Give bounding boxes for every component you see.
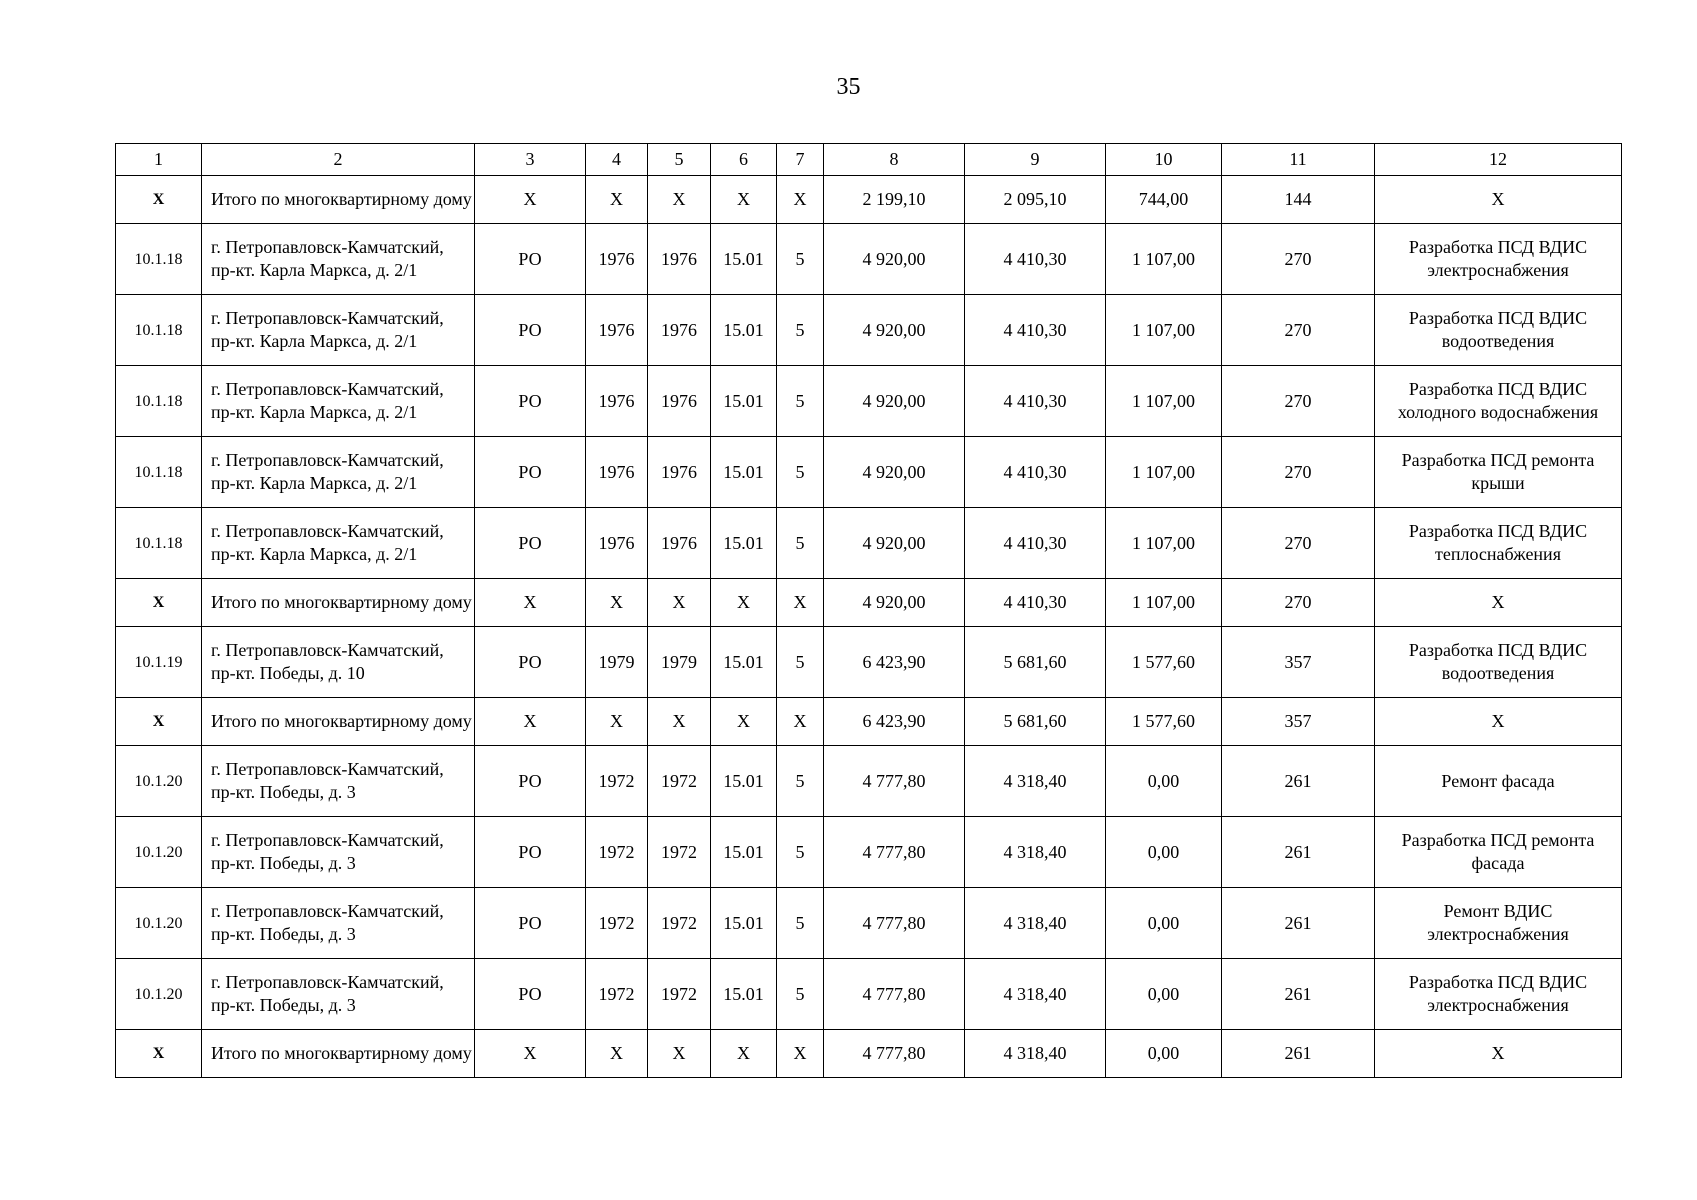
residential-area-cell: 2 095,10 [965, 176, 1106, 224]
table-row [116, 627, 1622, 698]
works-type-cell: X [1375, 698, 1622, 746]
residents-count-cell: 144 [1222, 176, 1375, 224]
ownership-method-cell: РО [475, 959, 586, 1030]
residents-count-cell: 357 [1222, 698, 1375, 746]
address-cell: г. Петропавловск-Камчатский, пр-кт. Победы, д. 3 [202, 888, 475, 959]
ownership-method-cell: РО [475, 224, 586, 295]
floors-cell: 5 [777, 224, 824, 295]
commissioning-year-cell: 1976 [586, 366, 648, 437]
row-code-cell: 10.1.18 [116, 366, 202, 437]
wall-material-code-cell: 15.01 [711, 746, 777, 817]
residents-count-cell: 270 [1222, 579, 1375, 627]
wall-material-code-cell: X [711, 698, 777, 746]
column-number-header: 1 [116, 144, 202, 176]
residents-count-cell: 261 [1222, 888, 1375, 959]
table-row [116, 959, 1622, 1030]
overhaul-year-cell: X [648, 698, 711, 746]
wall-material-code-cell: 15.01 [711, 295, 777, 366]
page-number: 35 [836, 74, 861, 100]
residential-area-cell: 4 410,30 [965, 508, 1106, 579]
wall-material-code-cell: 15.01 [711, 508, 777, 579]
wall-material-code-cell: 15.01 [711, 817, 777, 888]
residents-count-cell: 270 [1222, 295, 1375, 366]
row-code-cell: 10.1.20 [116, 888, 202, 959]
wall-material-code-cell: 15.01 [711, 366, 777, 437]
overhaul-year-cell: X [648, 579, 711, 627]
address-cell: Итого по многоквартирному дому [202, 698, 475, 746]
works-type-cell: Разработка ПСД ВДИС водоотведения [1375, 627, 1622, 698]
residential-area-cell: 4 318,40 [965, 746, 1106, 817]
works-type-cell: X [1375, 1030, 1622, 1078]
ownership-method-cell: РО [475, 508, 586, 579]
nonresidential-area-cell: 1 107,00 [1106, 508, 1222, 579]
address-cell: г. Петропавловск-Камчатский, пр-кт. Карла Маркса, д. 2/1 [202, 295, 475, 366]
overhaul-year-cell: 1976 [648, 508, 711, 579]
floors-cell: 5 [777, 817, 824, 888]
residents-count-cell: 357 [1222, 627, 1375, 698]
ownership-method-cell: РО [475, 746, 586, 817]
residential-area-cell: 4 318,40 [965, 1030, 1106, 1078]
nonresidential-area-cell: 1 107,00 [1106, 224, 1222, 295]
column-number-header: 9 [965, 144, 1106, 176]
floors-cell: 5 [777, 295, 824, 366]
residents-count-cell: 270 [1222, 508, 1375, 579]
overhaul-year-cell: 1976 [648, 224, 711, 295]
table-header-row [116, 144, 1622, 176]
residential-area-cell: 5 681,60 [965, 627, 1106, 698]
residents-count-cell: 261 [1222, 746, 1375, 817]
works-type-cell: Разработка ПСД ВДИС электроснабжения [1375, 959, 1622, 1030]
row-code-cell: 10.1.20 [116, 959, 202, 1030]
table-row [116, 437, 1622, 508]
row-code-cell: 10.1.20 [116, 746, 202, 817]
overhaul-year-cell: 1979 [648, 627, 711, 698]
floors-cell: 5 [777, 508, 824, 579]
address-cell: Итого по многоквартирному дому [202, 579, 475, 627]
nonresidential-area-cell: 1 107,00 [1106, 579, 1222, 627]
floors-cell: 5 [777, 366, 824, 437]
column-number-header: 10 [1106, 144, 1222, 176]
wall-material-code-cell: 15.01 [711, 959, 777, 1030]
residents-count-cell: 270 [1222, 366, 1375, 437]
commissioning-year-cell: 1976 [586, 437, 648, 508]
works-type-cell: Разработка ПСД ВДИС электроснабжения [1375, 224, 1622, 295]
floors-cell: X [777, 579, 824, 627]
overhaul-year-cell: 1972 [648, 746, 711, 817]
total-area-cell: 6 423,90 [824, 698, 965, 746]
nonresidential-area-cell: 1 107,00 [1106, 295, 1222, 366]
floors-cell: X [777, 1030, 824, 1078]
works-type-cell: Разработка ПСД ремонта фасада [1375, 817, 1622, 888]
ownership-method-cell: РО [475, 295, 586, 366]
total-area-cell: 4 777,80 [824, 746, 965, 817]
address-cell: г. Петропавловск-Камчатский, пр-кт. Победы, д. 3 [202, 959, 475, 1030]
commissioning-year-cell: 1976 [586, 224, 648, 295]
works-type-cell: Ремонт ВДИС электроснабжения [1375, 888, 1622, 959]
row-code-cell: X [116, 698, 202, 746]
ownership-method-cell: X [475, 176, 586, 224]
table-row [116, 508, 1622, 579]
total-area-cell: 6 423,90 [824, 627, 965, 698]
address-cell: г. Петропавловск-Камчатский, пр-кт. Карла Маркса, д. 2/1 [202, 508, 475, 579]
floors-cell: 5 [777, 959, 824, 1030]
overhaul-year-cell: X [648, 1030, 711, 1078]
column-number-header: 2 [202, 144, 475, 176]
address-cell: Итого по многоквартирному дому [202, 176, 475, 224]
works-type-cell: Разработка ПСД ремонта крыши [1375, 437, 1622, 508]
address-cell: г. Петропавловск-Камчатский, пр-кт. Карла Маркса, д. 2/1 [202, 224, 475, 295]
works-type-cell: Ремонт фасада [1375, 746, 1622, 817]
residents-count-cell: 261 [1222, 959, 1375, 1030]
overhaul-year-cell: X [648, 176, 711, 224]
floors-cell: 5 [777, 746, 824, 817]
row-code-cell: 10.1.19 [116, 627, 202, 698]
commissioning-year-cell: 1972 [586, 817, 648, 888]
works-type-cell: X [1375, 579, 1622, 627]
row-code-cell: 10.1.18 [116, 295, 202, 366]
commissioning-year-cell: 1972 [586, 959, 648, 1030]
address-cell: Итого по многоквартирному дому [202, 1030, 475, 1078]
address-cell: г. Петропавловск-Камчатский, пр-кт. Победы, д. 3 [202, 817, 475, 888]
column-number-header: 6 [711, 144, 777, 176]
column-number-header: 5 [648, 144, 711, 176]
nonresidential-area-cell: 0,00 [1106, 746, 1222, 817]
works-type-cell: X [1375, 176, 1622, 224]
table-row [116, 746, 1622, 817]
total-row [116, 698, 1622, 746]
total-row [116, 579, 1622, 627]
ownership-method-cell: РО [475, 817, 586, 888]
residential-area-cell: 4 410,30 [965, 295, 1106, 366]
total-area-cell: 4 777,80 [824, 959, 965, 1030]
ownership-method-cell: РО [475, 888, 586, 959]
residential-area-cell: 4 318,40 [965, 888, 1106, 959]
residential-area-cell: 4 410,30 [965, 224, 1106, 295]
nonresidential-area-cell: 0,00 [1106, 888, 1222, 959]
total-area-cell: 4 777,80 [824, 1030, 965, 1078]
ownership-method-cell: X [475, 1030, 586, 1078]
nonresidential-area-cell: 1 107,00 [1106, 437, 1222, 508]
overhaul-year-cell: 1972 [648, 959, 711, 1030]
table-row [116, 817, 1622, 888]
floors-cell: X [777, 176, 824, 224]
residential-area-cell: 4 318,40 [965, 817, 1106, 888]
commissioning-year-cell: X [586, 579, 648, 627]
works-type-cell: Разработка ПСД ВДИС водоотведения [1375, 295, 1622, 366]
commissioning-year-cell: X [586, 1030, 648, 1078]
address-cell: г. Петропавловск-Камчатский, пр-кт. Победы, д. 10 [202, 627, 475, 698]
total-row [116, 1030, 1622, 1078]
column-number-header: 8 [824, 144, 965, 176]
residents-count-cell: 270 [1222, 437, 1375, 508]
floors-cell: 5 [777, 888, 824, 959]
wall-material-code-cell: 15.01 [711, 627, 777, 698]
commissioning-year-cell: 1976 [586, 295, 648, 366]
column-number-header: 4 [586, 144, 648, 176]
residential-area-cell: 4 410,30 [965, 366, 1106, 437]
total-area-cell: 4 777,80 [824, 888, 965, 959]
residential-area-cell: 4 410,30 [965, 437, 1106, 508]
nonresidential-area-cell: 1 577,60 [1106, 627, 1222, 698]
row-code-cell: X [116, 579, 202, 627]
row-code-cell: 10.1.18 [116, 508, 202, 579]
row-code-cell: X [116, 1030, 202, 1078]
residential-area-cell: 4 410,30 [965, 579, 1106, 627]
address-cell: г. Петропавловск-Камчатский, пр-кт. Карла Маркса, д. 2/1 [202, 437, 475, 508]
nonresidential-area-cell: 0,00 [1106, 959, 1222, 1030]
row-code-cell: 10.1.20 [116, 817, 202, 888]
table-row [116, 224, 1622, 295]
wall-material-code-cell: 15.01 [711, 437, 777, 508]
commissioning-year-cell: 1976 [586, 508, 648, 579]
column-number-header: 7 [777, 144, 824, 176]
table-row [116, 366, 1622, 437]
commissioning-year-cell: 1979 [586, 627, 648, 698]
total-area-cell: 4 777,80 [824, 817, 965, 888]
residential-area-cell: 5 681,60 [965, 698, 1106, 746]
nonresidential-area-cell: 1 107,00 [1106, 366, 1222, 437]
total-area-cell: 4 920,00 [824, 437, 965, 508]
total-area-cell: 4 920,00 [824, 579, 965, 627]
overhaul-year-cell: 1976 [648, 366, 711, 437]
residents-count-cell: 270 [1222, 224, 1375, 295]
row-code-cell: 10.1.18 [116, 437, 202, 508]
residential-area-cell: 4 318,40 [965, 959, 1106, 1030]
table-row [116, 888, 1622, 959]
overhaul-year-cell: 1972 [648, 817, 711, 888]
ownership-method-cell: РО [475, 437, 586, 508]
capital-repair-table [115, 143, 1622, 1078]
floors-cell: 5 [777, 437, 824, 508]
wall-material-code-cell: X [711, 1030, 777, 1078]
column-number-header: 11 [1222, 144, 1375, 176]
floors-cell: X [777, 698, 824, 746]
total-area-cell: 4 920,00 [824, 295, 965, 366]
ownership-method-cell: X [475, 698, 586, 746]
wall-material-code-cell: 15.01 [711, 224, 777, 295]
wall-material-code-cell: X [711, 579, 777, 627]
commissioning-year-cell: X [586, 698, 648, 746]
total-row [116, 176, 1622, 224]
nonresidential-area-cell: 0,00 [1106, 1030, 1222, 1078]
works-type-cell: Разработка ПСД ВДИС теплоснабжения [1375, 508, 1622, 579]
ownership-method-cell: X [475, 579, 586, 627]
row-code-cell: 10.1.18 [116, 224, 202, 295]
total-area-cell: 2 199,10 [824, 176, 965, 224]
row-code-cell: X [116, 176, 202, 224]
ownership-method-cell: РО [475, 366, 586, 437]
total-area-cell: 4 920,00 [824, 366, 965, 437]
wall-material-code-cell: X [711, 176, 777, 224]
nonresidential-area-cell: 0,00 [1106, 817, 1222, 888]
total-area-cell: 4 920,00 [824, 508, 965, 579]
column-number-header: 3 [475, 144, 586, 176]
nonresidential-area-cell: 1 577,60 [1106, 698, 1222, 746]
overhaul-year-cell: 1972 [648, 888, 711, 959]
works-type-cell: Разработка ПСД ВДИС холодного водоснабжения [1375, 366, 1622, 437]
table-row [116, 295, 1622, 366]
ownership-method-cell: РО [475, 627, 586, 698]
residents-count-cell: 261 [1222, 1030, 1375, 1078]
overhaul-year-cell: 1976 [648, 437, 711, 508]
residents-count-cell: 261 [1222, 817, 1375, 888]
floors-cell: 5 [777, 627, 824, 698]
total-area-cell: 4 920,00 [824, 224, 965, 295]
wall-material-code-cell: 15.01 [711, 888, 777, 959]
commissioning-year-cell: X [586, 176, 648, 224]
commissioning-year-cell: 1972 [586, 746, 648, 817]
address-cell: г. Петропавловск-Камчатский, пр-кт. Карла Маркса, д. 2/1 [202, 366, 475, 437]
column-number-header: 12 [1375, 144, 1622, 176]
nonresidential-area-cell: 744,00 [1106, 176, 1222, 224]
address-cell: г. Петропавловск-Камчатский, пр-кт. Победы, д. 3 [202, 746, 475, 817]
overhaul-year-cell: 1976 [648, 295, 711, 366]
commissioning-year-cell: 1972 [586, 888, 648, 959]
